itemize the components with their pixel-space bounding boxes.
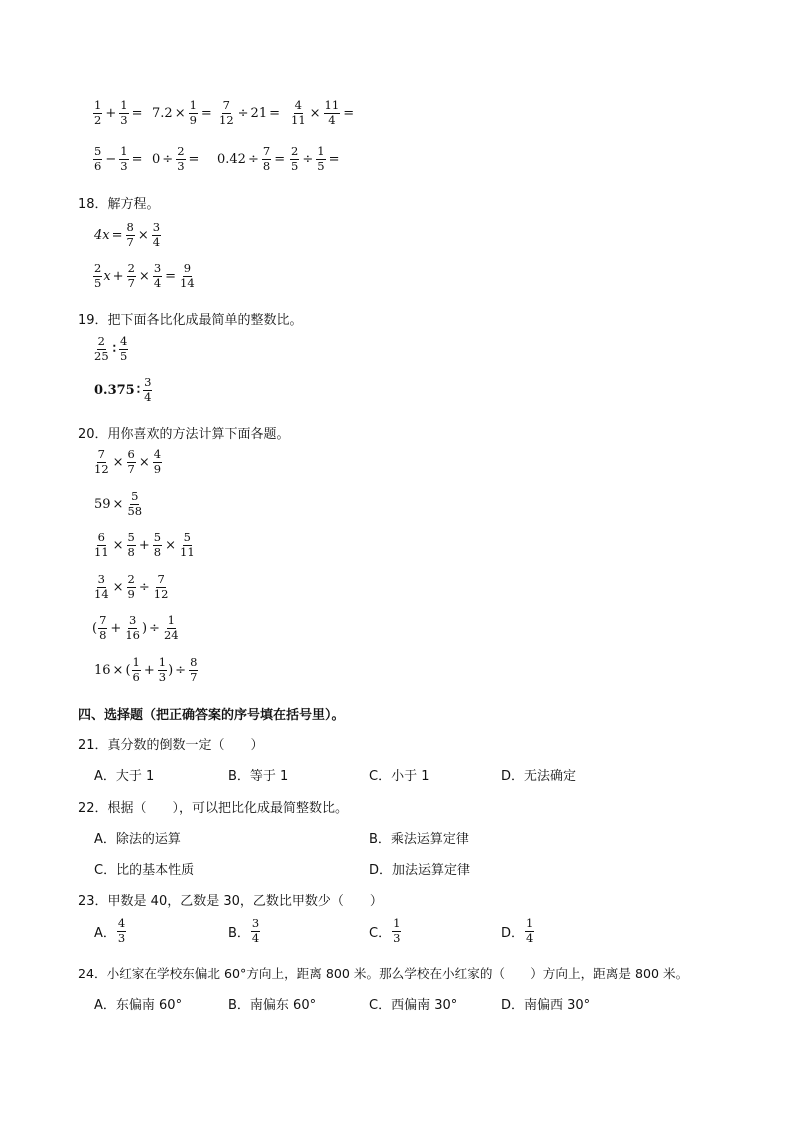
text: 四、选择题（把正确答案的序号填在括号里）。 — [78, 708, 345, 723]
math-term: ) — [141, 620, 148, 636]
q22-option-d[interactable] — [369, 859, 470, 878]
fraction — [132, 657, 141, 683]
fraction — [153, 263, 162, 289]
numerator: 2 — [127, 261, 135, 275]
operator: = — [131, 151, 143, 167]
fraction — [119, 336, 128, 362]
operator: = — [111, 227, 123, 243]
text: 20．用你喜欢的方法计算下面各题。 — [78, 427, 290, 442]
denominator: 12 — [153, 586, 169, 601]
fraction — [392, 918, 401, 944]
fraction — [93, 100, 102, 126]
operator: + — [105, 105, 117, 121]
numerator: 5 — [94, 144, 102, 158]
fraction — [143, 377, 152, 403]
operator: = — [274, 151, 286, 167]
denominator: 3 — [117, 930, 126, 945]
numerator: 8 — [190, 655, 198, 669]
operator: × — [165, 537, 177, 553]
q23-option-a[interactable] — [94, 918, 127, 944]
math-term: 0 — [152, 151, 161, 167]
math-term: 7.2 — [152, 105, 173, 121]
fraction — [290, 146, 299, 172]
numerator: 1 — [120, 144, 128, 158]
numerator: 4 — [120, 334, 128, 348]
fraction — [158, 657, 167, 683]
q22-option-b[interactable] — [369, 828, 469, 847]
denominator: 7 — [127, 275, 135, 290]
operator: ÷ — [175, 662, 187, 678]
ratio-1 — [92, 336, 129, 362]
q24-option-a[interactable] — [94, 994, 182, 1013]
denominator: 7 — [126, 234, 134, 249]
fraction — [163, 615, 180, 641]
numerator: 7 — [262, 144, 271, 158]
text: 21．真分数的倒数一定（ ） — [78, 738, 264, 753]
numerator: 4 — [117, 916, 126, 930]
denominator: 3 — [393, 930, 401, 945]
operator: − — [105, 151, 117, 167]
operator: × — [112, 537, 124, 553]
operator: ÷ — [247, 151, 259, 167]
numerator: 2 — [291, 144, 299, 158]
operator: ∶ — [136, 382, 141, 398]
fraction — [117, 918, 126, 944]
numerator: 11 — [324, 98, 340, 112]
question-22-title — [78, 797, 348, 816]
text: 18．解方程。 — [78, 197, 160, 212]
calc-row-1 — [92, 100, 356, 126]
section-4-title — [78, 704, 345, 723]
q22-option-c[interactable] — [94, 859, 194, 878]
operator: ÷ — [138, 579, 150, 595]
operator: × — [137, 227, 149, 243]
fraction — [124, 615, 141, 641]
denominator: 7 — [127, 461, 135, 476]
equation-1 — [94, 222, 162, 248]
denominator: 3 — [177, 158, 185, 173]
numerator: 3 — [128, 613, 137, 627]
numerator: 1 — [132, 655, 140, 669]
fraction — [179, 532, 196, 558]
numerator: 5 — [153, 530, 162, 544]
fraction — [126, 222, 135, 248]
fraction — [98, 615, 107, 641]
operator: ∶ — [112, 341, 117, 357]
operator: ÷ — [237, 105, 249, 121]
operator: + — [143, 662, 155, 678]
fraction — [119, 100, 128, 126]
fraction — [176, 146, 185, 172]
denominator: 4 — [144, 389, 152, 404]
fraction — [153, 449, 162, 475]
fraction — [93, 146, 102, 172]
text: 24．小红家在学校东偏北 60°方向上，距离 800 米。那么学校在小红家的（ ）方向上，距离是 800 米。 — [78, 966, 689, 981]
denominator: 16 — [125, 627, 140, 642]
fraction — [126, 491, 143, 517]
denominator: 3 — [120, 112, 128, 127]
fraction — [324, 100, 341, 126]
question-24-title — [78, 963, 688, 982]
operator: = — [188, 151, 200, 167]
numerator: 1 — [94, 98, 102, 112]
denominator: 4 — [251, 930, 260, 945]
denominator: 14 — [94, 586, 109, 601]
question-23-title — [78, 890, 383, 909]
denominator: 9 — [127, 586, 135, 601]
text: B．等于 1 — [228, 769, 289, 784]
text: D．无法确定 — [501, 769, 577, 784]
text: D．加法运算定律 — [369, 863, 471, 878]
q24-option-c[interactable] — [369, 994, 457, 1013]
numerator: 3 — [144, 375, 152, 389]
math-term: ) — [168, 662, 174, 678]
numerator: 5 — [127, 530, 135, 544]
text: B．乘法运算定律 — [369, 832, 469, 847]
text: C． — [369, 925, 392, 941]
operator: + — [110, 620, 122, 636]
calc-expr — [92, 146, 152, 172]
fraction — [218, 100, 235, 126]
math-term: 4x — [94, 227, 110, 243]
math-term: 21 — [250, 105, 268, 121]
text: 22．根据（ ），可以把比化成最简整数比。 — [78, 801, 349, 816]
fraction — [127, 449, 136, 475]
fraction — [119, 146, 128, 172]
numerator: 1 — [393, 916, 401, 930]
numerator: 2 — [127, 572, 135, 586]
operator: × — [112, 662, 124, 678]
calc-expr — [92, 100, 152, 126]
numerator: 3 — [153, 261, 162, 275]
numerator: 2 — [177, 144, 185, 158]
denominator: 4 — [328, 112, 336, 127]
fraction — [127, 532, 136, 558]
q23-option-b[interactable] — [228, 918, 261, 944]
math-term: 59 — [94, 496, 111, 512]
denominator: 3 — [120, 158, 128, 173]
fraction — [316, 146, 325, 172]
numerator: 7 — [97, 447, 105, 461]
q21-option-c[interactable] — [369, 765, 429, 784]
math-term: 0.42 — [217, 151, 246, 167]
operator: + — [112, 268, 124, 284]
text: D． — [501, 925, 525, 941]
denominator: 9 — [153, 461, 162, 476]
text: A． — [94, 925, 116, 941]
denominator: 4 — [526, 930, 534, 945]
ratio-2 — [94, 377, 153, 403]
denominator: 11 — [291, 112, 306, 127]
fraction — [93, 263, 102, 289]
fraction — [93, 336, 110, 362]
fraction — [179, 263, 196, 289]
denominator: 8 — [262, 158, 271, 173]
equation-2 — [92, 263, 197, 289]
text: C．比的基本性质 — [94, 863, 195, 878]
denominator: 12 — [219, 112, 234, 127]
calc-row-2 — [92, 146, 341, 172]
operator: ÷ — [162, 151, 174, 167]
question-19-title — [78, 309, 303, 328]
operator: × — [309, 105, 321, 121]
operator: = — [200, 105, 212, 121]
operator: × — [138, 454, 150, 470]
q24-option-b[interactable] — [228, 994, 316, 1013]
denominator: 5 — [94, 275, 102, 290]
question-20-title — [78, 423, 290, 442]
text: 23．甲数是 40，乙数是 30，乙数比甲数少（ ） — [78, 894, 383, 909]
fraction — [251, 918, 260, 944]
problem-6 — [94, 657, 199, 683]
numerator: 1 — [317, 144, 325, 158]
operator: ÷ — [149, 620, 160, 636]
denominator: 11 — [180, 544, 195, 559]
denominator: 2 — [94, 112, 102, 127]
denominator: 4 — [153, 275, 162, 290]
denominator: 9 — [189, 112, 197, 127]
calc-expr — [152, 100, 217, 126]
denominator: 25 — [94, 348, 109, 363]
q22-option-a[interactable] — [94, 828, 181, 847]
problem-2 — [94, 491, 144, 517]
numerator: 6 — [127, 447, 135, 461]
numerator: 5 — [183, 530, 191, 544]
numerator: 3 — [97, 572, 105, 586]
numerator: 4 — [153, 447, 162, 461]
numerator: 3 — [152, 220, 161, 234]
operator: + — [138, 537, 150, 553]
text: D．南偏西 30° — [501, 998, 591, 1013]
numerator: 1 — [526, 916, 534, 930]
numerator: 5 — [131, 489, 139, 503]
question-21-title — [78, 734, 264, 753]
denominator: 8 — [99, 627, 107, 642]
numerator: 6 — [97, 530, 105, 544]
denominator: 7 — [190, 669, 198, 684]
numerator: 1 — [167, 613, 175, 627]
fraction — [189, 657, 198, 683]
text: C．小于 1 — [369, 769, 430, 784]
numerator: 8 — [126, 220, 134, 234]
fraction — [262, 146, 271, 172]
fraction — [153, 532, 162, 558]
problem-1 — [92, 449, 163, 475]
q24-option-d[interactable] — [501, 994, 590, 1013]
math-term: 0.375 — [94, 382, 135, 398]
calc-expr — [217, 100, 289, 126]
q23-option-c[interactable] — [369, 918, 402, 944]
problem-3 — [92, 532, 197, 558]
text: C．西偏南 30° — [369, 998, 458, 1013]
fraction — [93, 449, 110, 475]
numerator: 1 — [120, 98, 128, 112]
operator: × — [138, 268, 150, 284]
denominator: 3 — [158, 669, 167, 684]
denominator: 14 — [180, 275, 195, 290]
text: B． — [228, 925, 250, 941]
denominator: 8 — [127, 544, 135, 559]
denominator: 11 — [94, 544, 109, 559]
fraction — [152, 222, 161, 248]
operator: × — [174, 105, 186, 121]
fraction — [93, 574, 110, 600]
numerator: 1 — [189, 98, 197, 112]
text: B．南偏东 60° — [228, 998, 317, 1013]
fraction — [127, 263, 136, 289]
q23-option-d[interactable] — [501, 918, 535, 944]
text: A．东偏南 60° — [94, 998, 183, 1013]
text: A．除法的运算 — [94, 832, 181, 847]
math-term: ( — [92, 620, 98, 636]
operator: ÷ — [302, 151, 314, 167]
operator: = — [328, 151, 340, 167]
numerator: 4 — [294, 98, 302, 112]
denominator: 4 — [152, 234, 161, 249]
fraction — [93, 532, 110, 558]
operator: × — [112, 454, 124, 470]
math-term: 16 — [94, 662, 111, 678]
calc-expr — [217, 146, 289, 172]
denominator: 58 — [127, 503, 143, 518]
denominator: 5 — [120, 348, 128, 363]
numerator: 9 — [183, 261, 192, 275]
math-term: ( — [125, 662, 131, 678]
denominator: 12 — [94, 461, 109, 476]
text: 19．把下面各比化成最简单的整数比。 — [78, 313, 303, 328]
operator: = — [269, 105, 280, 121]
denominator: 6 — [132, 669, 140, 684]
calc-expr — [152, 146, 217, 172]
operator: = — [343, 105, 355, 121]
numerator: 2 — [94, 261, 102, 275]
numerator: 1 — [158, 655, 167, 669]
question-18-title — [78, 193, 160, 212]
denominator: 8 — [153, 544, 162, 559]
text: A．大于 1 — [94, 769, 155, 784]
operator: × — [112, 579, 124, 595]
fraction — [153, 574, 170, 600]
q21-option-b[interactable] — [228, 765, 288, 784]
q21-option-d[interactable] — [501, 765, 576, 784]
numerator: 3 — [251, 916, 260, 930]
numerator: 7 — [157, 572, 165, 586]
problem-5 — [92, 615, 181, 641]
operator: = — [131, 105, 143, 121]
fraction — [290, 100, 307, 126]
math-term: x — [103, 268, 111, 284]
fraction — [525, 918, 534, 944]
fraction — [189, 100, 198, 126]
denominator: 5 — [317, 158, 325, 173]
denominator: 5 — [291, 158, 299, 173]
numerator: 7 — [222, 98, 230, 112]
operator: × — [112, 496, 124, 512]
problem-4 — [92, 574, 170, 600]
fraction — [127, 574, 136, 600]
calc-expr — [289, 146, 341, 172]
denominator: 24 — [163, 627, 179, 642]
q21-option-a[interactable] — [94, 765, 154, 784]
calc-expr — [289, 100, 356, 126]
numerator: 2 — [97, 334, 105, 348]
denominator: 6 — [94, 158, 102, 173]
numerator: 7 — [99, 613, 107, 627]
operator: = — [165, 268, 177, 284]
